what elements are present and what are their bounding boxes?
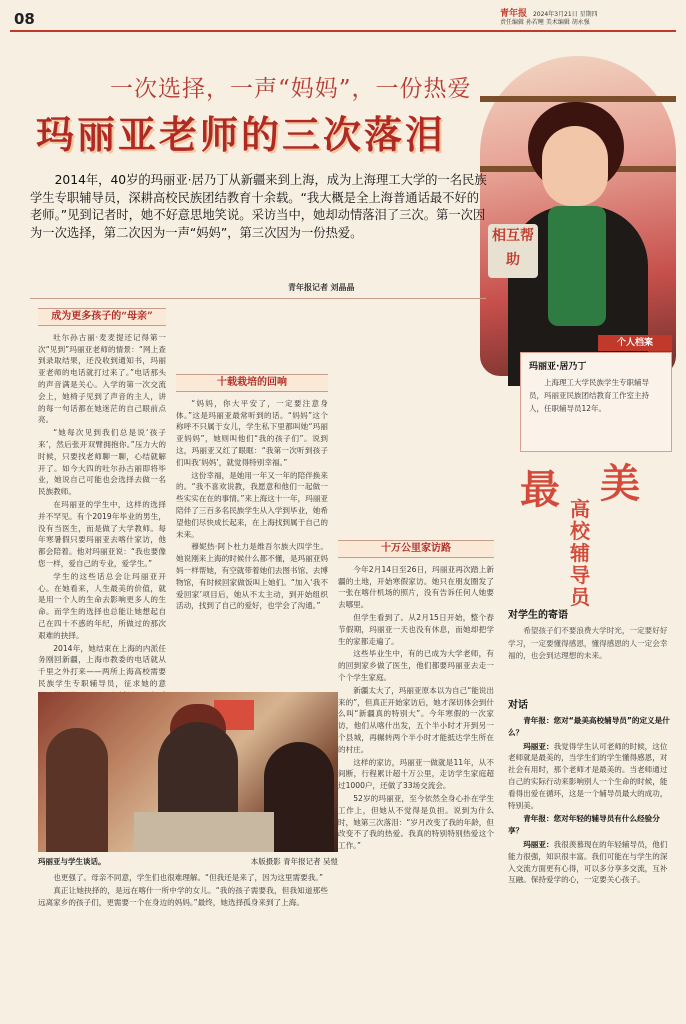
deco-char-zui: 最 xyxy=(520,466,560,513)
paragraph: 真正让她抉择的，是远在喀什一所中学的女儿。“我的孩子需要我，但我知道那些远离家乡的孩子们，更需要一个在身边的妈妈。”最终，她选择孤身来到了上海。 xyxy=(38,885,328,907)
portrait-face xyxy=(542,126,608,206)
paragraph: 在玛丽亚的学生中，这样的选择并不罕见。有个2019年毕业的男生，没有当医生，而是做了大学教师。每年寒暑假只要玛丽亚去喀什家访，他都会陪着。他对玛丽亚说：“我也要像您一样，爱自己的专业，爱学生。” xyxy=(38,499,166,568)
column-bottom xyxy=(38,872,328,1012)
dialog-title: 对话 xyxy=(508,700,528,711)
answer-speaker: 玛丽亚： xyxy=(523,741,554,751)
photo-person xyxy=(264,742,334,852)
answer xyxy=(508,839,672,886)
masthead xyxy=(500,10,676,27)
words-to-students xyxy=(508,606,672,663)
paragraph: 也更强了。母亲不同意，学生们也很难理解。“但我还是来了，因为这里需要我。” xyxy=(53,873,324,882)
article-lead: 2014年，40岁的玛丽亚·居乃丁从新疆来到上海，成为上海理工大学的一名民族学生专职辅导员，深耕高校民族团结教育十余载。“我大概是全上海普通话最不好的老师。”见到记者时，她不好意思地笑说。采访当中，她却动情落泪了三次。第一次因为一次选择，第二次因为一声“妈妈”，第三次因为一份热爱。 xyxy=(30,173,487,240)
section-title-mother: 成为更多孩子的“母亲” xyxy=(38,308,166,326)
paragraph: “她每次见到我们总是说‘孩子来’，然后张开双臂拥抱你。”压力大的时候，只要找老师聊一聊，心结就解开了。如今大四的吐尔孙古丽即将毕业，她说自己可能也会选择去做一名民族教师。 xyxy=(38,428,166,497)
answer xyxy=(508,741,672,812)
paragraph: 今年2月14日至26日，玛丽亚再次踏上新疆的土地，开始寒假家访。她只在朋友圈发了一张在喀什机场的照片，没有告诉任何人她要去哪里。 xyxy=(338,564,494,610)
column-1 xyxy=(38,304,166,688)
lead-divider xyxy=(30,298,486,299)
photo-credit: 本版摄影 青年报记者 吴愷 xyxy=(250,857,338,866)
paragraph: 52岁的玛丽亚，至今依然全身心扑在学生工作上，但她从不觉得是负担。说到为什么时，她第三次落泪：“岁月改变了我的年龄，但改变不了我的热爱。我真的特别特别热爱这个工作。” xyxy=(338,793,494,851)
paragraph: 吐尔孙古丽·麦麦提还记得第一次“见到”玛丽亚老师的情景：“网上查到录取结果，还没收到通知书，玛丽亚老师的电话就打过来了。”电话那头的声音满是关心。入学的第一次交流会上，她椅子见到了声音的主人，讲的每一句话都在她迷茫的自己眼前点亮。 xyxy=(38,332,166,425)
deco-char-mei: 美 xyxy=(600,460,640,507)
article-subtitle: 一次选择，一声“妈妈”，一份热爱 xyxy=(110,76,472,102)
answer-text: 我觉得学生认可老师的时候，这位老师就是最美的，当学生们的学生懂得感恩，对社会有用时，那个老师才是最美的。当老师通过自己的实际行动来影响别人一个生命的时候，能看得出爱在循环，这是一个辅导员最大的成功，特别美。 xyxy=(508,741,668,810)
answer-speaker: 玛丽亚： xyxy=(523,839,554,849)
photo-caption xyxy=(38,856,338,867)
header-rule xyxy=(10,30,676,32)
paragraph: 这些毕业生中，有的已成为大学老师，有的回到家乡做了医生，他们都要玛丽亚去走一个个学生家庭。 xyxy=(338,649,494,682)
paragraph: 2014年，她结束在上海的内派任务刚回新疆，上海市教委的电话就从千里之外打来——两所上海高校需要民族学生专职辅导员，征求她的意 xyxy=(38,643,166,688)
portrait-scarf xyxy=(548,206,606,326)
dialog-section xyxy=(508,696,672,1016)
classroom-photo xyxy=(38,692,338,852)
profile-name: 玛丽亚·居乃丁 xyxy=(529,362,587,372)
byline-prefix: 青年报记者 xyxy=(288,283,328,292)
paper-logo: 青年报 xyxy=(500,9,528,19)
byline xyxy=(288,282,355,293)
masthead-date: 2024年3月21日 星期四 xyxy=(532,11,598,18)
photo-person xyxy=(46,728,108,852)
paragraph: “妈妈，你大平安了，一定要注意身体。”这是玛丽亚最常听到的话。“妈妈”这个称呼不只属于女儿，学生私下里都叫她“玛丽亚妈妈”，她则叫他们“我的孩子们”。说到这，玛丽亚又红了眼眶：“我第一次听到孩子们叫我‘妈妈’，就觉得特别幸福。” xyxy=(176,398,328,467)
section-title-home-visit: 十万公里家访路 xyxy=(338,540,494,558)
profile-tab: 个人档案 xyxy=(598,335,672,351)
portrait-sign: 相互帮助 xyxy=(488,224,538,278)
column-3 xyxy=(338,304,494,1020)
photo-table xyxy=(134,812,274,852)
photo-caption-text: 玛丽亚与学生谈话。 xyxy=(38,857,106,866)
byline-name: 刘晶晶 xyxy=(330,283,355,292)
paragraph: 但学生看到了。从2月15日开始，整个春节假期，玛丽亚一天也没有休息，而她却把学生的家都走遍了。 xyxy=(338,612,494,646)
masthead-editors: 责任编辑 孙若鲤 美术编辑 胡永强 xyxy=(500,19,590,26)
portrait-photo xyxy=(480,56,676,376)
deco-subtitle: 高校辅导员 xyxy=(570,497,590,609)
words-title: 对学生的寄语 xyxy=(508,610,568,621)
profile-desc: 上海理工大学民族学生专职辅导员，玛丽亚民族团结教育工作室主持人，任职辅导员12年。 xyxy=(529,378,649,413)
paragraph: 新疆太大了，玛丽亚原本以为自己“能说出来的”，但真正开始家访后，她才深切体会到什么叫“新疆真的特别大”。今年寒假的一次家访，他们从喀什出发，五个半小时才开到另一个县城，再辗转两个半小时才能抵达学生所在的村庄。 xyxy=(338,685,494,754)
paragraph: 这样的家访，玛丽亚一做就是11年，从不间断，行程累计超十万公里，走访学生家庭超过1000户，还做了33场交流会。 xyxy=(338,757,494,791)
question-text: 青年报：您对年轻的辅导员有什么经验分享？ xyxy=(508,814,660,836)
paragraph: 学生的这些话总会让玛丽亚开心。在她看来，人生最美的价值，就是用一个人的生命去影响更多人的生命。而学生的选择也总能让她想起自己在四十不惑的年纪，所做过的那次艰难的抉择。 xyxy=(38,571,166,640)
words-text: 希望孩子们不要浪费大学时光，一定要好好学习，一定要懂得感恩，懂得感恩的人一定会幸福的，也会到达理想的未来。 xyxy=(508,626,668,660)
question xyxy=(508,715,672,739)
section-title-echo: 十载栽培的回响 xyxy=(176,374,328,392)
profile-box xyxy=(520,352,672,452)
question-text: 青年报：您对“最美高校辅导员”的定义是什么？ xyxy=(508,716,670,737)
question xyxy=(508,813,672,837)
column-2 xyxy=(176,304,328,684)
answer-text: 我很羡慕现在的年轻辅导员，他们能力很强，知识很丰富。我们可能在与学生的深入交流方面更有心得，可以多分享多交流，互补互融。保持爱学的心，一定要关心孩子。 xyxy=(508,839,668,885)
paragraph: 穆妮热·阿卜杜力是维吾尔族大四学生。她说刚来上海的时候什么都不懂，是玛丽亚妈妈一样帮她，有空就带着她们去图书馆、去博物馆，有时候回家做饭叫上她们。“加入‘我不爱回家’项目后，她从不太主动，到开始组织活动，找到了自己的爱好，也学会了沟通。” xyxy=(176,542,328,611)
article-title: 玛丽亚老师的三次落泪 xyxy=(36,113,447,157)
page-number: 08 xyxy=(14,10,35,28)
paragraph: 这份幸福，是她用一年又一年的陪伴换来的。“我不喜欢说教，我愿意和他们一起做一些实实在在的事情。”来上海这十一年，玛丽亚陪伴了三百多名民族学生从入学到毕业，她希望他们尽快成长起来，在上海找到属于自己的未来。 xyxy=(176,470,329,539)
